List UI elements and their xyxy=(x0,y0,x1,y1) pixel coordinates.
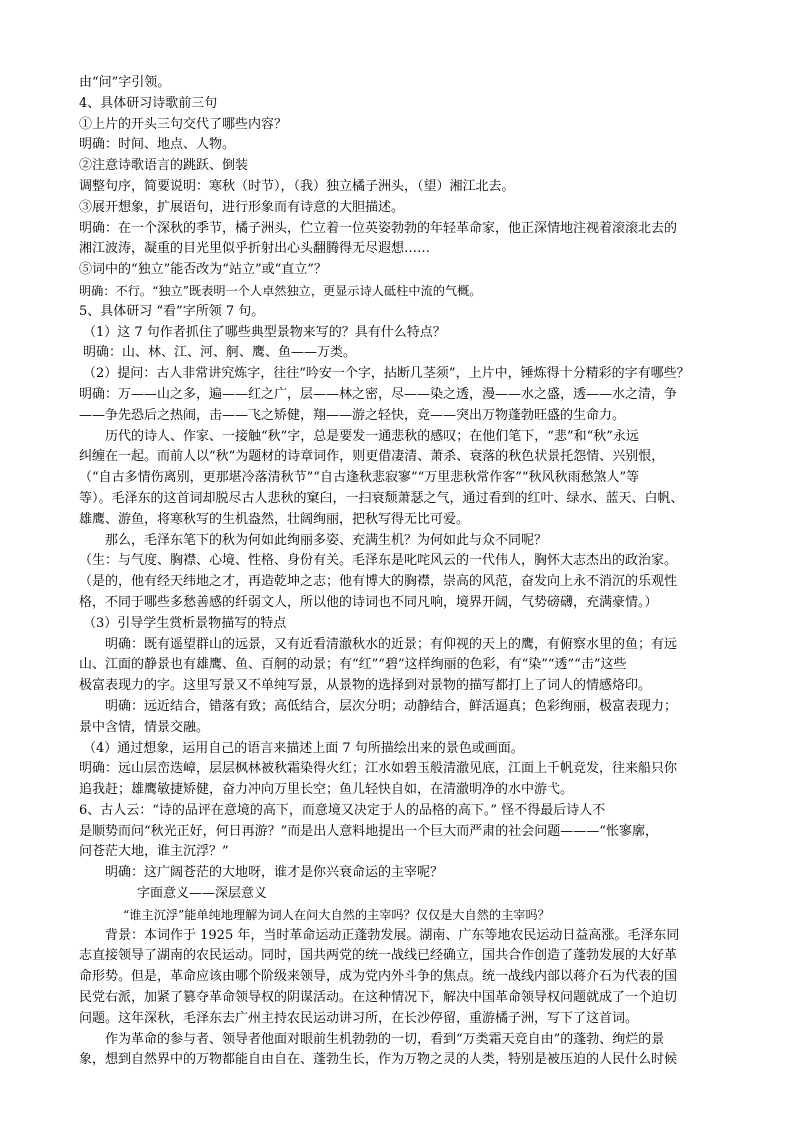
answer-line: 明确：时间、地点、人物。 xyxy=(79,137,236,153)
text-line: 由“问”字引领。 xyxy=(79,75,171,90)
section-heading: 4、具体研习诗歌前三句 xyxy=(79,95,218,111)
text-line: （是的，他有经天纬地之才，再造乾坤之志；他有博大的胸襟，崇高的风范，奋发向上永不消沉的乐观性 xyxy=(79,574,678,590)
question-line: （2）提问：古人非常讲究炼字，往往“吟安一个字，拈断几茎须”，上片中，锤炼得十分精彩的字有哪些？ xyxy=(83,366,690,382)
text-line: 极富表现力的字。这里写景又不单纯写景，从景物的选择到对景物的描写都打上了词人的情感烙印。 xyxy=(79,678,652,694)
text-line: 是顺势而问“秋光正好，何日再游？”而是出人意料地提出一个巨大而严肃的社会问题———“怅寥廓， xyxy=(79,823,658,839)
text-line: （“自古多情伤离别，更那堪冷落清秋节”“自古逢秋悲寂寥”“万里悲秋常作客”“秋风秋雨愁煞人”等 xyxy=(79,470,640,486)
answer-line: 明确：远近结合，错落有致；高低结合，层次分明；动静结合，鲜活逼真；色彩绚丽，极富表现力； xyxy=(105,698,678,714)
text-line: 景中含情，情景交融。 xyxy=(79,719,210,735)
question-line: ①上片的开头三句交代了哪些内容？ xyxy=(79,116,288,132)
text-line: 历代的诗人、作家、一接触“秋”字，总是要发一通悲秋的感叹；在他们笔下，“悲”和“秋”永远 xyxy=(105,428,639,444)
question-line: （1）这 7 句作者抓住了哪些典型景物来写的？具有什么特点？ xyxy=(83,324,446,340)
text-line: 作为革命的参与者、领导者他面对眼前生机勃勃的一切，看到“万类霜天竞自由”的蓬勃、绚烂的景 xyxy=(105,1031,665,1047)
subheading: 字面意义——深层意义 xyxy=(137,886,268,902)
document-page xyxy=(79,73,721,1071)
text-line: 象，想到自然界中的万物都能自由自在、蓬勃生长，作为万物之灵的人类，特别是被压迫的人民什么时候 xyxy=(79,1052,678,1068)
answer-line: 明确：万——山之多，遍——红之广，层——林之密，尽——染之透，漫——水之盛，透——水之清，争 xyxy=(79,386,678,402)
question-line: ③展开想象，扩展语句，进行形象而有诗意的大胆描述。 xyxy=(79,199,405,215)
text-line: 命形势。但是，革命应该由哪个阶级来领导，成为党内外斗争的焦点。统一战线内部以蒋介石为代表的国 xyxy=(79,969,678,985)
text-line: 问苍茫大地，谁主沉浮？” xyxy=(79,844,229,860)
question-line: ②注意诗歌语言的跳跃、倒装 xyxy=(79,158,249,174)
text-line: 湘江波涛，凝重的目光里似乎折射出心头翻腾得无尽遐想…… xyxy=(79,241,431,257)
answer-line: 明确：远山层峦迭嶂，层层枫林被秋霜染得火红；江水如碧玉般清澈见底，江面上千帆竞发，往来船只你 xyxy=(79,761,678,777)
text-line: 雄鹰、游鱼，将寒秋写的生机盎然，壮阔绚丽，把秋写得无比可爱。 xyxy=(79,511,470,527)
text-line: 山、江面的静景也有雄鹰、鱼、百舸的动景；有“红”“碧”这样绚丽的色彩，有“染”“透”“击”这些 xyxy=(79,657,627,673)
text-line: 等）。毛泽东的这首词却脱尽古人悲秋的窠臼，一扫衰颓萧瑟之气，通过看到的红叶、绿水、蓝天、白帆、 xyxy=(79,490,684,506)
text-line: 那么，毛泽东笔下的秋为何如此绚丽多姿、充满生机？为何如此与众不同呢？ xyxy=(105,532,548,548)
question-line: ⑤词中的“独立”能否改为“站立”或“直立”？ xyxy=(79,262,327,278)
section-heading: 6、古人云：“诗的品评在意境的高下，而意境又决定于人的品格的高下。” 怪不得最后诗人不 xyxy=(79,802,606,818)
answer-line: 明确：既有遥望群山的远景，又有近看清澈秋水的近景；有仰视的天上的鹰，有俯察水里的鱼；有远 xyxy=(105,636,678,652)
text-line: 纠缠在一起。而前人以“秋”为题材的诗章词作，则更借凄清、萧杀、衰落的秋色状景托怨情、兴别恨， xyxy=(79,449,665,465)
text-line: 民党右派，加紧了篡夺革命领导权的阴谋活动。在这种情况下，解决中国革命领导权问题就成了一个迫切 xyxy=(79,990,678,1006)
text-line: 追我赶；雄鹰敏捷矫健，奋力冲向万里长空；鱼儿轻快自如，在清澈明净的水中游弋。 xyxy=(79,782,574,798)
question-line: “谁主沉浮”能单纯地理解为词人在问大自然的主宰吗？仅仅是大自然的主宰吗？ xyxy=(123,907,550,922)
answer-line: 明确：不行。“独立”既表明一个人卓然独立，更显示诗人砥柱中流的气概。 xyxy=(79,283,482,298)
question-line: （3）引导学生赏析景物描写的特点 xyxy=(83,615,287,631)
section-heading: 5、具体研习 “看”字所领 7 句。 xyxy=(79,303,265,319)
text-line: 问题。这年深秋，毛泽东去广州主持农民运动讲习所，在长沙停留，重游橘子洲，写下了这首词。 xyxy=(79,1010,639,1026)
text-line: 调整句序，简要说明：寒秋（时节），（我）独立橘子洲头，（望）湘江北去。 xyxy=(79,178,515,194)
question-line: （4）通过想象，运用自己的语言来描述上面 7 句所描绘出来的景色或画面。 xyxy=(83,740,524,756)
text-line: 格，不同于哪些多愁善感的纤弱文人，所以他的诗词也不同凡响，境界开阔，气势磅礴，充满豪情。） xyxy=(79,594,658,610)
answer-line: 明确：在一个深秋的季节，橘子洲头，伫立着一位英姿勃勃的年轻革命家，他正深情地注视着滚滚北去的 xyxy=(79,220,678,236)
text-line: 志直接领导了湖南的农民运动。同时，国共两党的统一战线已经确立，国共合作创造了蓬勃发展的大好革 xyxy=(79,948,678,964)
answer-line: 明确：山、林、江、河、舸、鹰、鱼——万类。 xyxy=(83,345,357,361)
background-line: 背景：本词作于 1925 年，当时革命运动正蓬勃发展。湖南、广东等地农民运动日益高涨。毛泽东同 xyxy=(105,927,680,943)
text-line: ——争先恐后之热闹，击——飞之矫健，翔——游之轻快，竞——突出万物蓬勃旺盛的生命力。 xyxy=(79,407,626,423)
answer-line: 明确：这广阔苍茫的大地呀，谁才是你兴衰命运的主宰呢？ xyxy=(105,865,444,881)
text-line: （生：与气度、胸襟、心境、性格、身份有关。毛泽东是叱咤风云的一代伟人，胸怀大志杰出的政治家。 xyxy=(79,553,678,569)
